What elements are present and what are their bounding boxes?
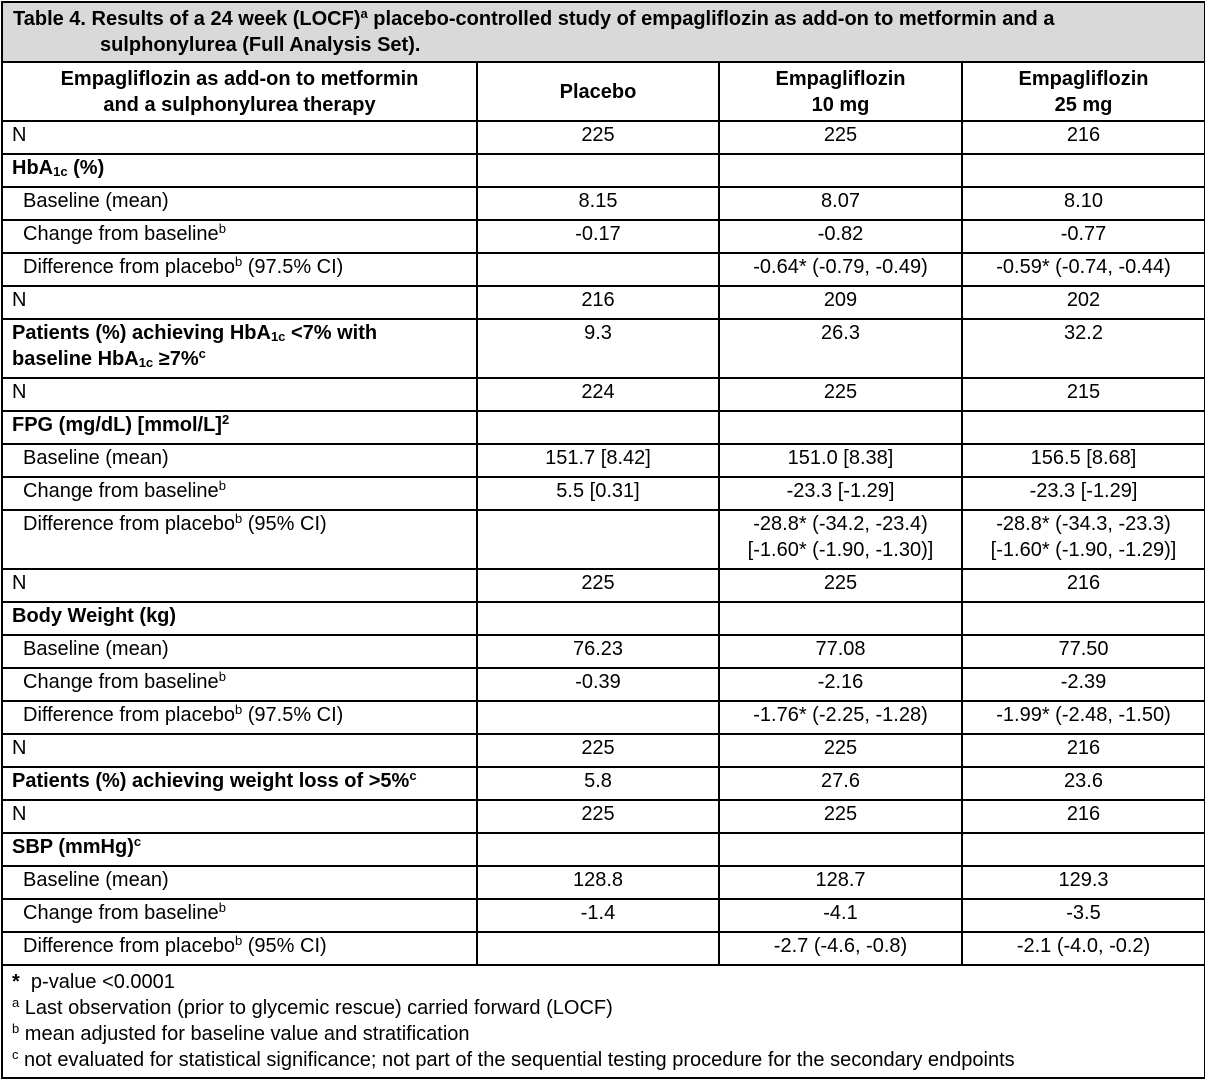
section-label: FPG (mg/dL) [mmol/L]$^2$: [2, 411, 477, 444]
cell-placebo: 9.3: [477, 319, 719, 378]
table-row: [2, 187, 1205, 220]
cell-empa-25: -28.8* (-34.3, -23.3) [-1.60* (-1.90, -1.29)]: [962, 510, 1205, 569]
row-label: Difference from placebo$^b$ (97.5% CI): [2, 701, 477, 734]
row-label: Baseline (mean): [2, 635, 477, 668]
footnote-b: $^b$ mean adjusted for baseline value and stratification: [12, 1021, 470, 1045]
section-row-sbp: [2, 833, 1205, 866]
row-label: Baseline (mean): [2, 444, 477, 477]
empty-cell: [477, 602, 719, 635]
cell-empa-10: 77.08: [719, 635, 962, 668]
table-row: [2, 569, 1205, 602]
header-endpoint: Empagliflozin as add-on to metformin and a sulphonylurea therapy: [2, 62, 477, 121]
cell-empa-25: -0.77: [962, 220, 1205, 253]
cell-placebo: 225: [477, 121, 719, 154]
table-row: [2, 253, 1205, 286]
empty-cell: [719, 154, 962, 187]
footnote-c: $^c$ not evaluated for statistical significance; not part of the sequential testing procedure for the secondary endpoints: [12, 1047, 1015, 1071]
cell-empa-10: 8.07: [719, 187, 962, 220]
empty-cell: [719, 833, 962, 866]
cell-empa-25: 202: [962, 286, 1205, 319]
table-row: [2, 932, 1205, 965]
cell-empa-10: -4.1: [719, 899, 962, 932]
table-row: [2, 635, 1205, 668]
row-label: Baseline (mean): [2, 866, 477, 899]
cell-empa-25: -3.5: [962, 899, 1205, 932]
cell-placebo: 76.23: [477, 635, 719, 668]
row-label: Baseline (mean): [2, 187, 477, 220]
row-label: Patients (%) achieving HbA$_{1c}$ <7% with baseline HbA$_{1c}$ ≥7%$^c$: [2, 319, 477, 378]
cell-empa-10: 225: [719, 800, 962, 833]
cell-placebo: -0.39: [477, 668, 719, 701]
table-row: [2, 220, 1205, 253]
row-label: N: [2, 800, 477, 833]
cell-empa-10: -2.16: [719, 668, 962, 701]
table-row: [2, 510, 1205, 569]
cell-placebo: -1.4: [477, 899, 719, 932]
cell-placebo: [477, 510, 719, 569]
section-label: HbA$_{1c}$ (%): [2, 154, 477, 187]
cell-empa-25: -0.59* (-0.74, -0.44): [962, 253, 1205, 286]
cell-empa-25: -2.39: [962, 668, 1205, 701]
footnote-star: * p-value <0.0001: [12, 971, 175, 993]
cell-empa-10: 209: [719, 286, 962, 319]
cell-empa-10: -0.64* (-0.79, -0.49): [719, 253, 962, 286]
cell-empa-10: -2.7 (-4.6, -0.8): [719, 932, 962, 965]
section-label: SBP (mmHg)$^c$: [2, 833, 477, 866]
cell-placebo: 225: [477, 569, 719, 602]
empty-cell: [477, 833, 719, 866]
table-row: [2, 668, 1205, 701]
cell-empa-10: 26.3: [719, 319, 962, 378]
table-row: [2, 477, 1205, 510]
row-label: Change from baseline$^b$: [2, 220, 477, 253]
row-label: N: [2, 121, 477, 154]
cell-empa-25: -1.99* (-2.48, -1.50): [962, 701, 1205, 734]
cell-empa-10: 128.7: [719, 866, 962, 899]
table-row: [2, 444, 1205, 477]
row-label: Change from baseline$^b$: [2, 899, 477, 932]
empty-cell: [962, 833, 1205, 866]
cell-empa-10: -0.82: [719, 220, 962, 253]
cell-placebo: 225: [477, 800, 719, 833]
cell-empa-25: -23.3 [-1.29]: [962, 477, 1205, 510]
table-row: [2, 701, 1205, 734]
results-table: [1, 1, 1205, 1079]
row-label: Patients (%) achieving weight loss of >5%$^c$: [2, 767, 477, 800]
cell-placebo: 225: [477, 734, 719, 767]
cell-placebo: 216: [477, 286, 719, 319]
footnote-row: [2, 965, 1205, 1078]
caption-row: [2, 2, 1205, 62]
section-label: Body Weight (kg): [2, 602, 477, 635]
header-empa-25: Empagliflozin 25 mg: [962, 62, 1205, 121]
table-caption: Table 4. Results of a 24 week (LOCF)$^a$ placebo-controlled study of empagliflozin as add-on to metformin and a sulphonylurea (Full Analysis Set).: [2, 2, 1205, 62]
cell-empa-25: 216: [962, 800, 1205, 833]
cell-empa-10: -1.76* (-2.25, -1.28): [719, 701, 962, 734]
cell-placebo: 151.7 [8.42]: [477, 444, 719, 477]
cell-empa-10: 225: [719, 734, 962, 767]
footnote-a: $^a$ Last observation (prior to glycemic rescue) carried forward (LOCF): [12, 995, 613, 1019]
header-placebo: Placebo: [477, 62, 719, 121]
cell-placebo: 128.8: [477, 866, 719, 899]
row-label: N: [2, 734, 477, 767]
section-row-body-weight: [2, 602, 1205, 635]
cell-empa-10: 151.0 [8.38]: [719, 444, 962, 477]
cell-empa-25: 23.6: [962, 767, 1205, 800]
cell-placebo: 5.5 [0.31]: [477, 477, 719, 510]
cell-placebo: [477, 701, 719, 734]
cell-empa-10: 225: [719, 121, 962, 154]
table-row: [2, 378, 1205, 411]
section-row-fpg: [2, 411, 1205, 444]
cell-empa-25: 77.50: [962, 635, 1205, 668]
table-row: [2, 899, 1205, 932]
empty-cell: [477, 411, 719, 444]
empty-cell: [962, 602, 1205, 635]
table-row: [2, 767, 1205, 800]
cell-empa-10: 27.6: [719, 767, 962, 800]
row-label: Change from baseline$^b$: [2, 477, 477, 510]
row-label: N: [2, 569, 477, 602]
cell-empa-10: -23.3 [-1.29]: [719, 477, 962, 510]
row-label: Difference from placebo$^b$ (95% CI): [2, 932, 477, 965]
section-row-hba1c: [2, 154, 1205, 187]
header-row: [2, 62, 1205, 121]
cell-empa-25: 216: [962, 734, 1205, 767]
row-label: Change from baseline$^b$: [2, 668, 477, 701]
table-row: [2, 319, 1205, 378]
empty-cell: [719, 602, 962, 635]
cell-empa-10: 225: [719, 378, 962, 411]
cell-placebo: [477, 932, 719, 965]
row-label: Difference from placebo$^b$ (95% CI): [2, 510, 477, 569]
footnotes: [2, 965, 1205, 1078]
row-label: N: [2, 286, 477, 319]
cell-placebo: 5.8: [477, 767, 719, 800]
empty-cell: [719, 411, 962, 444]
cell-placebo: -0.17: [477, 220, 719, 253]
table-row: [2, 286, 1205, 319]
cell-empa-25: 216: [962, 121, 1205, 154]
cell-empa-10: 225: [719, 569, 962, 602]
cell-empa-25: 215: [962, 378, 1205, 411]
cell-placebo: [477, 253, 719, 286]
cell-placebo: 224: [477, 378, 719, 411]
row-label: N: [2, 378, 477, 411]
table-row: [2, 734, 1205, 767]
cell-empa-10: -28.8* (-34.2, -23.4) [-1.60* (-1.90, -1.30)]: [719, 510, 962, 569]
cell-placebo: 8.15: [477, 187, 719, 220]
table-row: [2, 866, 1205, 899]
cell-empa-25: 216: [962, 569, 1205, 602]
cell-empa-25: 8.10: [962, 187, 1205, 220]
cell-empa-25: -2.1 (-4.0, -0.2): [962, 932, 1205, 965]
header-empa-10: Empagliflozin 10 mg: [719, 62, 962, 121]
empty-cell: [962, 411, 1205, 444]
table-row: [2, 800, 1205, 833]
empty-cell: [477, 154, 719, 187]
cell-empa-25: 156.5 [8.68]: [962, 444, 1205, 477]
empty-cell: [962, 154, 1205, 187]
cell-empa-25: 32.2: [962, 319, 1205, 378]
cell-empa-25: 129.3: [962, 866, 1205, 899]
row-label: Difference from placebo$^b$ (97.5% CI): [2, 253, 477, 286]
table-row: [2, 121, 1205, 154]
